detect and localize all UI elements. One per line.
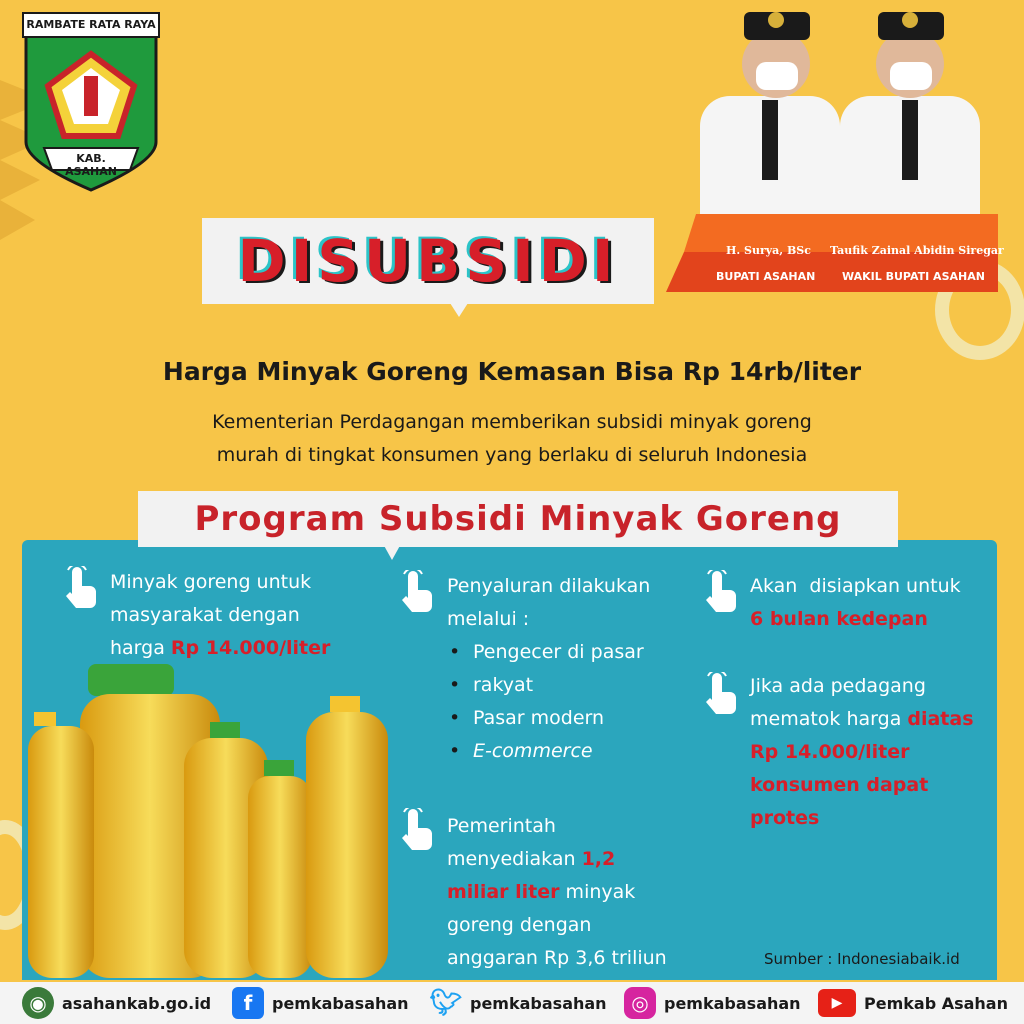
point-distribution-line-2: melalui :	[447, 608, 530, 630]
logo-region-text: KAB. ASAHAN	[65, 152, 117, 178]
point-budget-line-5: anggaran Rp 3,6 triliun	[447, 947, 667, 969]
point-protest-line-2	[750, 703, 974, 736]
point-budget-text: menyediakan	[447, 848, 582, 870]
lead-line-1: Kementerian Perdagangan memberikan subsidi minyak goreng	[212, 411, 812, 433]
point-budget	[447, 810, 667, 975]
point-protest-text: mematok harga	[750, 708, 908, 730]
point-protest-highlight: Rp 14.000/liter	[750, 741, 910, 763]
point-price-line-3	[110, 632, 330, 665]
list-item: • Pengecer di pasar	[447, 636, 650, 669]
point-duration	[750, 570, 961, 636]
program-pointer	[382, 542, 402, 560]
point-distribution	[447, 570, 650, 768]
oil-bottles-illustration	[24, 664, 394, 978]
point-budget-text: minyak	[559, 881, 636, 903]
point-protest-highlight: diatas	[907, 708, 974, 730]
footer-website-label: asahankab.go.id	[62, 993, 212, 1013]
point-budget-line-4: goreng dengan	[447, 914, 592, 936]
point-budget-highlight: miliar liter	[447, 881, 560, 903]
tap-hand-icon	[700, 672, 740, 716]
vice-title: WAKIL BUPATI ASAHAN	[842, 270, 985, 283]
lead-line-2: murah di tingkat konsumen yang berlaku di seluruh Indonesia	[216, 444, 808, 466]
distribution-channel-list	[447, 636, 650, 768]
point-protest-highlight: konsumen dapat	[750, 774, 929, 796]
logo-banner-text: RAMBATE RATA RAYA	[22, 12, 160, 38]
point-price	[110, 566, 330, 665]
lead-text	[130, 406, 894, 472]
point-price-line-2: masyarakat dengan	[110, 604, 300, 626]
tap-hand-icon	[396, 570, 436, 614]
point-budget-line-3	[447, 876, 667, 909]
twitter-icon: 🐦︎	[429, 988, 463, 1018]
footer-instagram-label: pemkabasahan	[664, 993, 801, 1013]
regent-name: H. Surya, BSc	[726, 244, 811, 257]
globe-icon: ◉	[22, 987, 54, 1019]
facebook-icon: f	[232, 987, 264, 1019]
point-duration-highlight: 6 bulan kedepan	[750, 608, 928, 630]
tap-hand-icon	[700, 570, 740, 614]
list-item: • E-commerce	[447, 735, 650, 768]
list-item-continuation: • rakyat	[447, 669, 650, 702]
tap-hand-icon	[396, 808, 436, 852]
instagram-icon: ◎	[624, 987, 656, 1019]
point-price-highlight: Rp 14.000/liter	[170, 637, 331, 659]
point-price-text: harga	[110, 637, 171, 659]
headline-pointer	[450, 303, 468, 317]
point-budget-highlight: 1,2	[581, 848, 616, 870]
footer-instagram[interactable]	[624, 982, 801, 1024]
asahan-logo	[22, 12, 160, 194]
source-credit: Sumber : Indonesiabaik.id	[764, 950, 960, 968]
point-budget-line-2	[447, 843, 667, 876]
youtube-icon: ▶	[818, 989, 856, 1017]
point-duration-line-1: Akan disiapkan untuk	[750, 575, 961, 597]
point-protest	[750, 670, 974, 835]
vice-name: Taufik Zainal Abidin Siregar	[830, 244, 1004, 257]
footer-facebook[interactable]	[232, 982, 409, 1024]
footer-bar	[0, 982, 1024, 1024]
regent-title: BUPATI ASAHAN	[716, 270, 816, 283]
tap-hand-icon	[60, 566, 100, 610]
program-title: Program Subsidi Minyak Goreng	[194, 499, 842, 539]
point-price-line-1: Minyak goreng untuk	[110, 571, 312, 593]
headline: DISUBSIDI	[237, 227, 619, 295]
list-item: • Pasar modern	[447, 702, 650, 735]
footer-twitter-label: pemkabasahan	[470, 993, 607, 1013]
footer-website[interactable]	[22, 982, 211, 1024]
footer-facebook-label: pemkabasahan	[272, 993, 409, 1013]
officials-photo	[692, 0, 1024, 300]
point-protest-highlight: protes	[750, 807, 820, 829]
footer-youtube[interactable]	[818, 982, 1008, 1024]
point-distribution-line-1: Penyaluran dilakukan	[447, 575, 651, 597]
footer-twitter[interactable]	[430, 982, 607, 1024]
subtitle: Harga Minyak Goreng Kemasan Bisa Rp 14rb/liter	[162, 357, 862, 386]
point-budget-line-1: Pemerintah	[447, 815, 556, 837]
footer-youtube-label: Pemkab Asahan	[864, 993, 1008, 1013]
point-protest-line-1: Jika ada pedagang	[750, 675, 926, 697]
